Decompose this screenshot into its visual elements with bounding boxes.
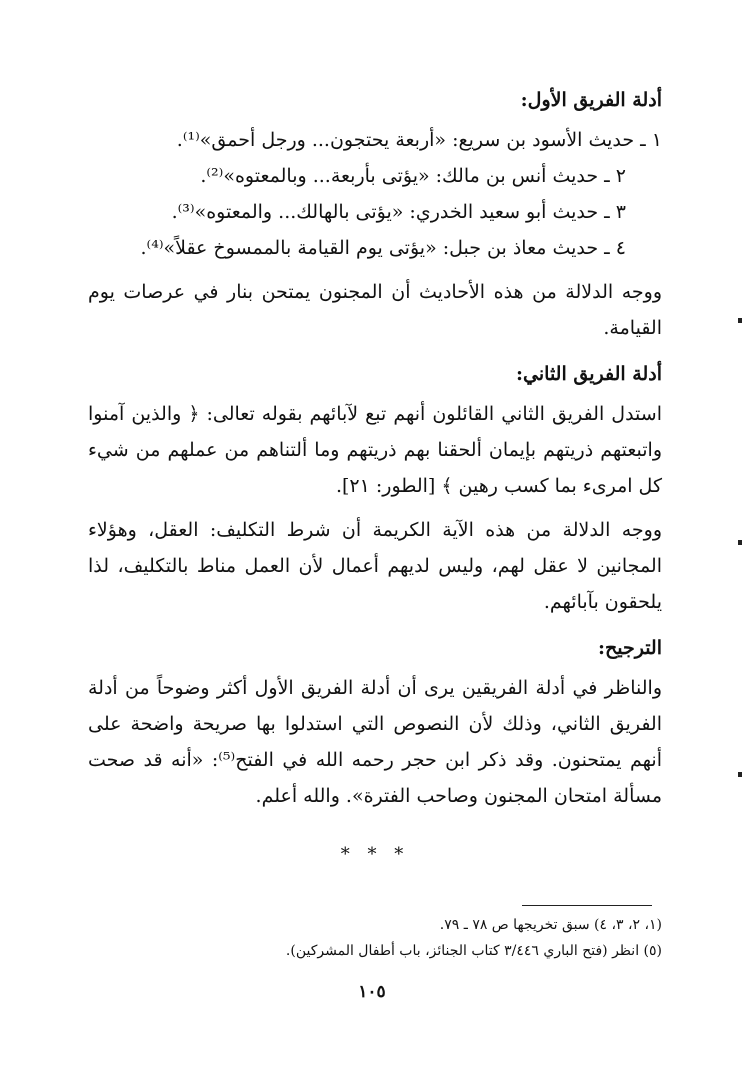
section-heading-first-group: أدلة الفريق الأول: [520, 89, 662, 111]
page-number: ١٠٥ [358, 982, 386, 1002]
hadith-1: ١ ـ حديث الأسود بن سريع: «أربعة يحتجون... ورجل أحمق»⁽¹⁾. [176, 129, 662, 151]
section-separator: * * * [340, 844, 410, 865]
footnotes [88, 912, 662, 964]
footnote-rule [522, 905, 652, 906]
margin-mark [738, 540, 742, 545]
margin-mark [738, 772, 742, 777]
hadith-3: ٣ ـ حديث أبو سعيد الخدري: «يؤتى بالهالك... والمعتوه»⁽³⁾. [171, 201, 626, 223]
evidence-paragraph-1: ووجه الدلالة من هذه الأحاديث أن المجنون يمتحن بنار في عرصات يوم القيامة. [88, 281, 662, 339]
tarjih-paragraph: والناظر في أدلة الفريقين يرى أن أدلة الفريق الأول أكثر وضوحاً من أدلة الفريق الثاني، وذلك لأن النصوص التي استدلوا بها صريحة واضحة على أنهم يمتحنون. وقد ذكر ابن حجر رحمه الله في الفتح⁽⁵⁾: «أنه قد صحت مسألة امتحان المجنون وصاحب الفترة». والله أعلم. [88, 677, 662, 807]
second-group-paragraph: استدل الفريق الثاني القائلون أنهم تبع لآبائهم بقوله تعالى: ﴿ والذين آمنوا واتبعتهم ذريتهم بإيمان ألحقنا بهم ذريتهم وما ألتناهم من عملهم من شيء كل امرىء بما كسب رهين ﴾ [الطور: ٢١]. [88, 403, 662, 497]
footnote-1: (١، ٢، ٣، ٤) سبق تخريجها ص ٧٨ ـ ٧٩. [439, 917, 662, 933]
hadith-2: ٢ ـ حديث أنس بن مالك: «يؤتى بأربعة... وبالمعتوه»⁽²⁾. [200, 165, 626, 187]
section-heading-tarjih: الترجيح: [597, 637, 662, 659]
footnote-2: (٥) انظر (فتح الباري ٣/٤٤٦ كتاب الجنائز، باب أطفال المشركين). [285, 943, 662, 959]
margin-mark [738, 318, 742, 323]
section-heading-second-group: أدلة الفريق الثاني: [516, 363, 662, 385]
main-text [88, 72, 662, 888]
hadith-4: ٤ ـ حديث معاذ بن جبل: «يؤتى يوم القيامة بالممسوخ عقلاً»⁽⁴⁾. [140, 237, 626, 259]
evidence-paragraph-2: ووجه الدلالة من هذه الآية الكريمة أن شرط التكليف: العقل، وهؤلاء المجانين لا عقل لهم، وليس لديهم أعمال لأن العمل مناط بالتكليف، لذا يلحقون بآبائهم. [88, 519, 662, 613]
